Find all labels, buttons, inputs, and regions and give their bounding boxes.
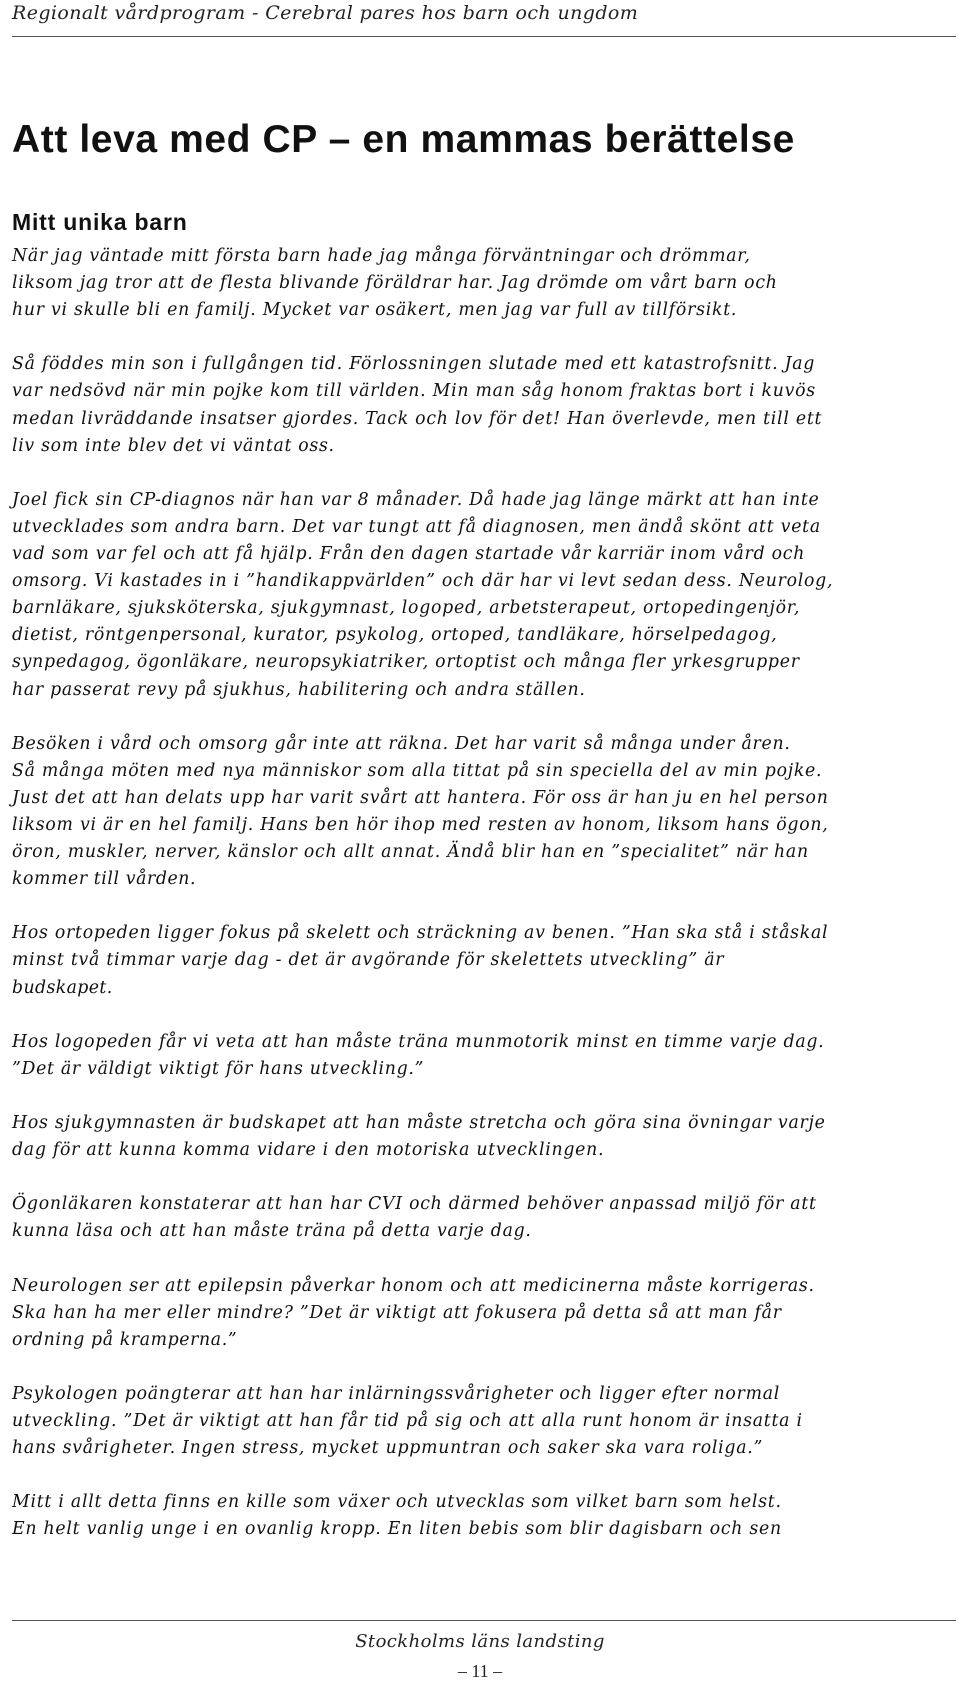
paragraph-line: Psykologen poängterar att han har inlärningssvårigheter och ligger efter normal — [12, 1383, 781, 1404]
paragraph-line: Hos sjukgymnasten är budskapet att han måste stretcha och göra sina övningar varje — [12, 1113, 826, 1133]
paragraph — [12, 1029, 952, 1083]
paragraph — [12, 1381, 952, 1462]
paragraph — [12, 1191, 952, 1245]
paragraph-line: liksom vi är en hel familj. Hans ben hör ihop med resten av honom, liksom hans ögon, — [12, 814, 829, 835]
footer-organization: Stockholms läns landsting — [355, 1631, 605, 1652]
paragraph-line: öron, muskler, nerver, känslor och allt annat. Ändå blir han en ”specialitet” när han — [12, 842, 809, 863]
paragraph-line: medan livräddande insatser gjordes. Tack och lov för det! Han överlevde, men till ett — [12, 408, 823, 429]
paragraph-line: kommer till vården. — [12, 869, 197, 890]
paragraph-line: Ögonläkaren konstaterar att han har CVI och därmed behöver anpassad miljö för att — [12, 1194, 817, 1215]
footer-divider — [12, 1620, 956, 1621]
paragraph-line: var nedsövd när min pojke kom till världen. Min man såg honom fraktas bort i kuvös — [12, 381, 816, 402]
paragraph-line: En helt vanlig unge i en ovanlig kropp. En liten bebis som blir dagisbarn och sen — [12, 1519, 782, 1540]
paragraph — [12, 487, 952, 704]
paragraph — [12, 243, 952, 324]
paragraph-line: synpedagog, ögonläkare, neuropsykiatriker, ortoptist och många fler yrkesgrupper — [12, 652, 800, 673]
paragraph-line: barnläkare, sjuksköterska, sjukgymnast, logoped, arbetsterapeut, ortopedingenjör, — [12, 598, 801, 619]
paragraph-line: vad som var fel och att få hjälp. Från den dagen startade vår karriär inom vård och — [12, 544, 806, 565]
paragraph-line: liksom jag tror att de flesta blivande föräldrar har. Jag drömde om vårt barn och — [12, 273, 778, 294]
paragraph-line: Mitt i allt detta finns en kille som växer och utvecklas som vilket barn som helst. — [12, 1492, 782, 1513]
section-subtitle: Mitt unika barn — [12, 209, 188, 235]
paragraph-line: hans svårigheter. Ingen stress, mycket uppmuntran och saker ska vara roliga.” — [12, 1438, 764, 1459]
paragraph-line: budskapet. — [12, 977, 113, 998]
paragraph — [12, 920, 952, 1001]
page-number: – 11 – — [457, 1661, 503, 1681]
paragraph — [12, 1110, 952, 1164]
paragraph-line: utveckling. ”Det är viktigt att han får tid på sig och att alla runt honom är insatta i — [12, 1411, 803, 1432]
page-title: Att leva med CP – en mammas berättelse — [12, 118, 795, 161]
paragraph-line: utvecklades som andra barn. Det var tungt att få diagnosen, men ändå skönt att veta — [12, 516, 821, 537]
paragraph-line: ”Det är väldigt viktigt för hans utveckling.” — [12, 1058, 425, 1079]
paragraph — [12, 1273, 952, 1354]
paragraph-line: Ska han ha mer eller mindre? ”Det är viktigt att fokusera på detta så att man får — [12, 1302, 782, 1323]
paragraph-line: Joel fick sin CP-diagnos när han var 8 månader. Då hade jag länge märkt att han inte — [12, 489, 820, 510]
running-header: Regionalt vårdprogram - Cerebral pares hos barn och ungdom — [12, 2, 639, 24]
header-divider — [12, 36, 956, 37]
paragraph-line: Hos ortopeden ligger fokus på skelett och sträckning av benen. ”Han ska stå i ståskal — [12, 923, 829, 944]
paragraph-line: hur vi skulle bli en familj. Mycket var osäkert, men jag var full av tillförsikt. — [12, 300, 738, 321]
paragraph-line: Hos logopeden får vi veta att han måste träna munmotorik minst en timme varje dag. — [12, 1031, 825, 1052]
paragraph — [12, 1489, 952, 1543]
paragraph-line: När jag väntade mitt första barn hade jag många förväntningar och drömmar, — [12, 246, 751, 266]
paragraph-line: dag för att kunna komma vidare i den motoriska utvecklingen. — [12, 1140, 605, 1161]
paragraph-line: Så många möten med nya människor som alla tittat på sin speciella del av min pojke. — [12, 760, 823, 781]
paragraph-line: liv som inte blev det vi väntat oss. — [12, 435, 335, 456]
paragraph — [12, 731, 952, 894]
paragraph-line: har passerat revy på sjukhus, habilitering och andra ställen. — [12, 679, 586, 700]
paragraph-line: ordning på kramperna.” — [12, 1329, 238, 1350]
paragraph-line: Så föddes min son i fullgången tid. Förlossningen slutade med ett katastrofsnitt. Jag — [12, 354, 816, 375]
paragraph-line: dietist, röntgenpersonal, kurator, psykolog, ortoped, tandläkare, hörselpedagog, — [12, 625, 778, 646]
article-body — [12, 243, 952, 1571]
paragraph-line: kunna läsa och att han måste träna på detta varje dag. — [12, 1221, 532, 1242]
paragraph-line: minst två timmar varje dag - det är avgörande för skelettets utveckling” är — [12, 950, 725, 971]
paragraph-line: Just det att han delats upp har varit svårt att hantera. För oss är han ju en hel person — [12, 787, 829, 808]
paragraph-line: Neurologen ser att epilepsin påverkar honom och att medicinerna måste korrigeras. — [12, 1275, 815, 1296]
paragraph-line: Besöken i vård och omsorg går inte att räkna. Det har varit så många under åren. — [12, 733, 791, 754]
paragraph — [12, 351, 952, 459]
paragraph-line: omsorg. Vi kastades in i ”handikappvärlden” och där har vi levt sedan dess. Neurolog, — [12, 571, 834, 592]
